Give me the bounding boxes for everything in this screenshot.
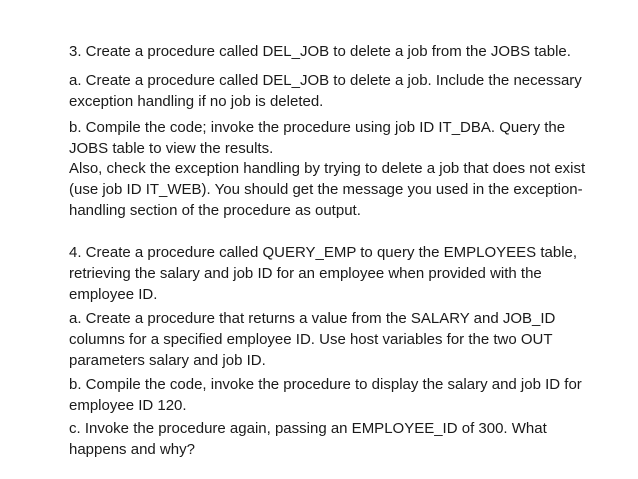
section-3-item-a: a. Create a procedure called DEL_JOB to delete a job. Include the necessary exception handling if no job is deleted. <box>69 72 582 110</box>
section-3-heading: 3. Create a procedure called DEL_JOB to delete a job from the JOBS table. <box>69 43 571 60</box>
section-3-item-b: b. Compile the code; invoke the procedure using job ID IT_DBA. Query the JOBS table to view the results. <box>69 119 566 157</box>
section-3-note: Also, check the exception handling by trying to delete a job that does not exist (use job ID IT_WEB). You should get the message you used in the exception- handling section of the procedure as output. <box>69 160 586 219</box>
section-4-item-b: b. Compile the code, invoke the procedure to display the salary and job ID for employee ID 120. <box>69 376 582 414</box>
section-4-item-a: a. Create a procedure that returns a value from the SALARY and JOB_ID columns for a specified employee ID. Use host variables for the two OUT parameters salary and job ID. <box>69 310 556 369</box>
section-4-item-c: c. Invoke the procedure again, passing an EMPLOYEE_ID of 300. What happens and why? <box>69 420 547 458</box>
section-4-heading: 4. Create a procedure called QUERY_EMP to query the EMPLOYEES table, retrieving the salary and job ID for an employee when provided with the employee ID. <box>69 244 578 303</box>
